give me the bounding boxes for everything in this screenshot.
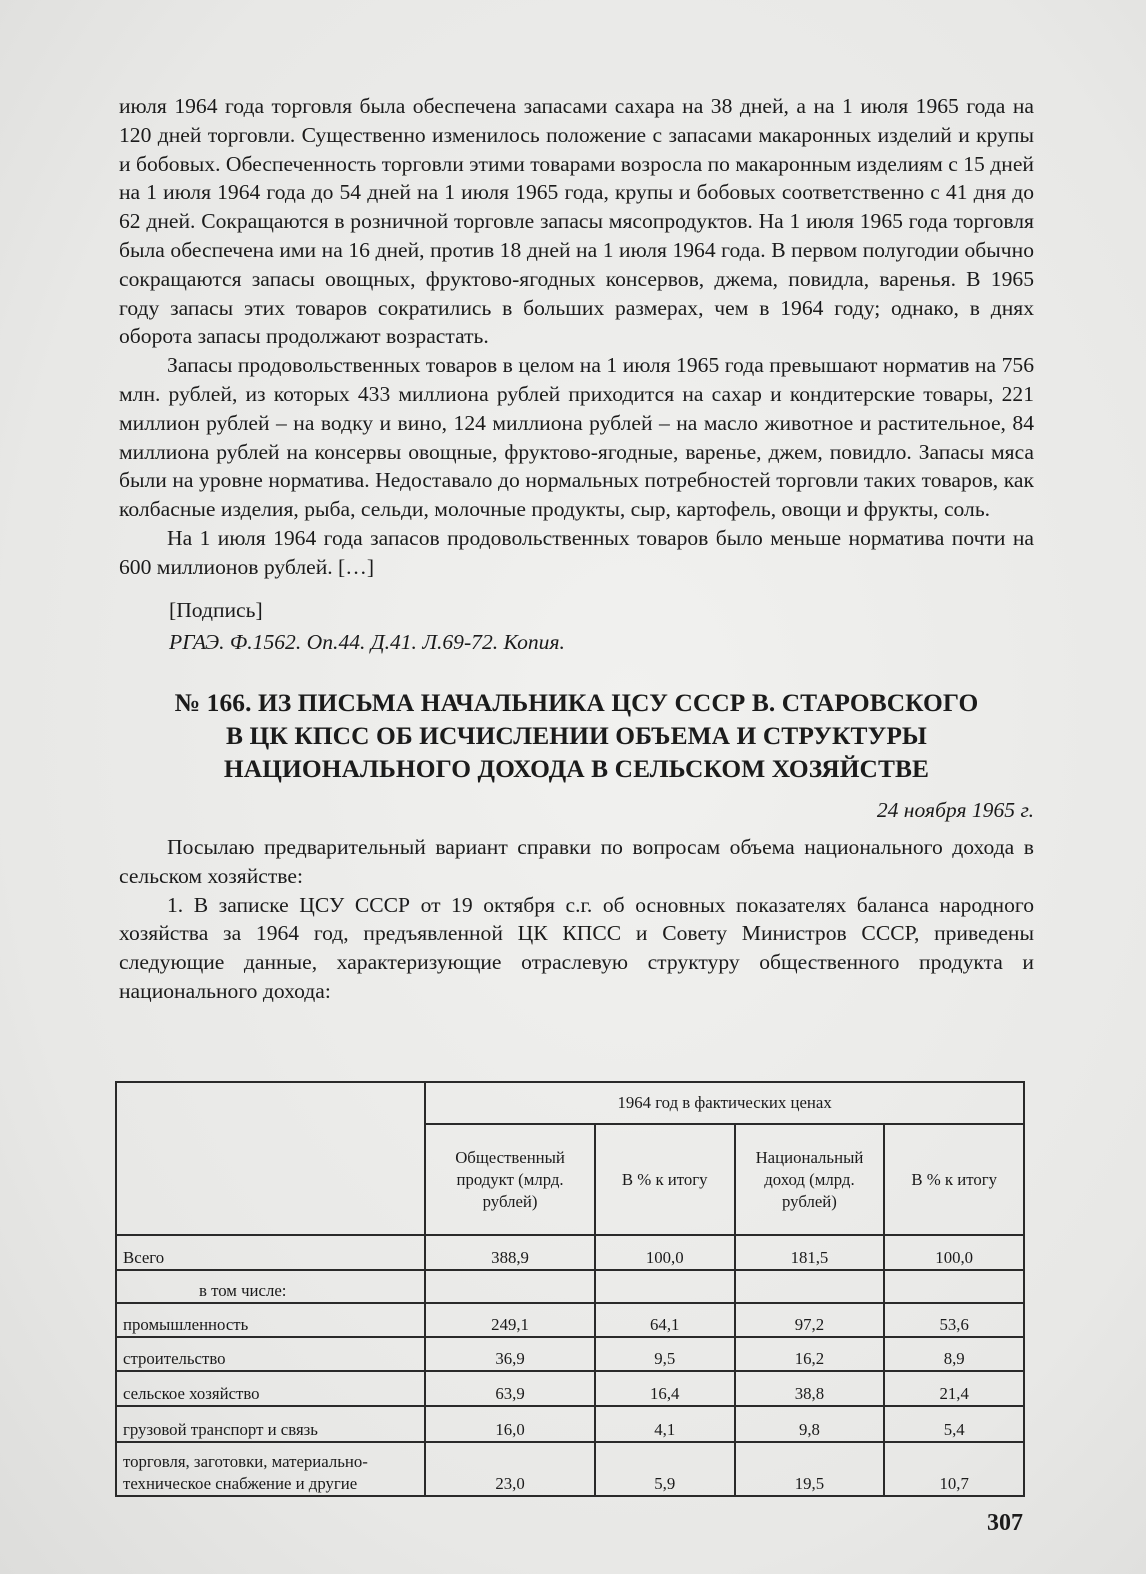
table-cell: 16,0 <box>425 1406 595 1442</box>
table-cell: 21,4 <box>884 1371 1024 1406</box>
table-subheader-label: в том числе: <box>116 1270 425 1303</box>
table-cell: 16,4 <box>595 1371 735 1406</box>
table-row <box>116 1406 1024 1442</box>
table-cell: 23,0 <box>425 1442 595 1496</box>
table-corner-cell <box>116 1082 425 1235</box>
table-column-header: Национальный доход (млрд. рублей) <box>735 1124 885 1235</box>
table-cell <box>425 1270 595 1303</box>
table-cell: 38,8 <box>735 1371 885 1406</box>
table-cell: 9,5 <box>595 1337 735 1371</box>
table-cell: 249,1 <box>425 1303 595 1337</box>
table-cell: 97,2 <box>735 1303 885 1337</box>
document-title-line: НАЦИОНАЛЬНОГО ДОХОДА В СЕЛЬСКОМ ХОЗЯЙСТВЕ <box>223 755 930 784</box>
table-row-label: промышленность <box>116 1303 425 1337</box>
archive-reference: РГАЭ. Ф.1562. Оп.44. Д.41. Л.69-72. Копия. <box>169 630 565 655</box>
table-cell <box>884 1270 1024 1303</box>
table-cell: 63,9 <box>425 1371 595 1406</box>
table-cell: 4,1 <box>595 1406 735 1442</box>
table-cell: 36,9 <box>425 1337 595 1371</box>
page-number: 307 <box>987 1510 1023 1536</box>
table-cell: 53,6 <box>884 1303 1024 1337</box>
table-row-label: строительство <box>116 1337 425 1371</box>
table-row-label: Всего <box>116 1235 425 1270</box>
table-column-header: В % к итогу <box>595 1124 735 1235</box>
table-row-total <box>116 1235 1024 1270</box>
table-column-header: Общественный продукт (млрд. рублей) <box>425 1124 595 1235</box>
table-cell: 19,5 <box>735 1442 885 1496</box>
paragraph-intro: Посылаю предварительный вариант справки по вопросам объема национального дохода в сельском хозяйстве: <box>119 834 1034 888</box>
table-column-header: В % к итогу <box>884 1124 1024 1235</box>
paragraph-sugar-reserves: июля 1964 года торговля была обеспечена запасами сахара на 38 дней, а на 1 июля 1965 года на 120 дней торговли. Существенно изменилось положение с запасами макаронных изделий и крупы и бобовых. Обеспеченность торговли этими товарами возросла по макаронным изделиям с 15 дней на 1 июля 1964 года до 54 дней на 1 июля 1965 года, крупы и бобовых соответственно с 41 дня до 62 дней. Сокращаются в розничной торговле запасы мясопродуктов. На 1 июля 1965 года торговля была обеспечена ими на 16 дней, против 18 дней на 1 июля 1964 года. В первом полугодии обычно сокращаются запасы овощных, фруктово-ягодных консервов, джема, повидла, варенья. В 1965 году запасы этих товаров сократились в больших размерах, чем в 1964 году; однако, в днях оборота запасы продолжают возрастать. <box>119 94 1034 349</box>
paragraph-1964-reserves: На 1 июля 1964 года запасов продовольственных товаров было меньше норматива почти на 600 миллионов рублей. […] <box>119 525 1034 579</box>
table-row-label: торговля, заготовки, материально-техническое снабжение и другие <box>116 1442 425 1496</box>
table-row-label: сельское хозяйство <box>116 1371 425 1406</box>
paragraph-food-reserves: Запасы продовольственных товаров в целом на 1 июля 1965 года превышают норматив на 756 млн. рублей, из которых 433 миллиона рублей приходится на сахар и кондитерские товары, 221 миллион рублей – на водку и вино, 124 миллиона рублей – на масло животное и растительное, 84 миллиона рублей на консервы овощные, фруктово-ягодные, варенье, джем, повидло. Запасы мяса были на уровне норматива. Недоставало до нормальных потребностей торговли таких товаров, как колбасные изделия, рыба, сельди, молочные продукты, сыр, картофель, овощи и фрукты, соль. <box>119 353 1034 522</box>
table-cell: 9,8 <box>735 1406 885 1442</box>
document-title <box>119 687 1034 786</box>
table-row <box>116 1371 1024 1406</box>
table-cell <box>595 1270 735 1303</box>
table-cell: 64,1 <box>595 1303 735 1337</box>
page-content <box>119 92 1034 1006</box>
table-row <box>116 1303 1024 1337</box>
table-row-subheader <box>116 1270 1024 1303</box>
table-cell: 10,7 <box>884 1442 1024 1496</box>
table-row <box>116 1442 1024 1496</box>
signature-note: [Подпись] <box>169 597 263 622</box>
table-cell: 388,9 <box>425 1235 595 1270</box>
table-cell: 5,9 <box>595 1442 735 1496</box>
table-cell: 100,0 <box>595 1235 735 1270</box>
paragraph-point-1: 1. В записке ЦСУ СССР от 19 октября с.г. об основных показателях баланса народного хозяйства за 1964 год, предъявленной ЦК КПСС и Совету Министров СССР, приведены следующие данные, характеризующие отраслевую структуру общественного продукта и национального дохода: <box>119 892 1034 1003</box>
document-title-line: № 166. ИЗ ПИСЬМА НАЧАЛЬНИКА ЦСУ СССР В. СТАРОВСКОГО <box>174 689 979 718</box>
table-cell: 181,5 <box>735 1235 885 1270</box>
table-row <box>116 1337 1024 1371</box>
table-group-header: 1964 год в фактических ценах <box>425 1082 1024 1124</box>
table-cell: 8,9 <box>884 1337 1024 1371</box>
document-date: 24 ноября 1965 г. <box>876 798 1034 823</box>
national-income-table <box>115 1081 1025 1497</box>
table-cell: 5,4 <box>884 1406 1024 1442</box>
table-cell <box>735 1270 885 1303</box>
table-row-label: грузовой транспорт и связь <box>116 1406 425 1442</box>
table-cell: 100,0 <box>884 1235 1024 1270</box>
table-cell: 16,2 <box>735 1337 885 1371</box>
document-title-line: В ЦК КПСС ОБ ИСЧИСЛЕНИИ ОБЪЕМА И СТРУКТУРЫ <box>226 722 927 751</box>
